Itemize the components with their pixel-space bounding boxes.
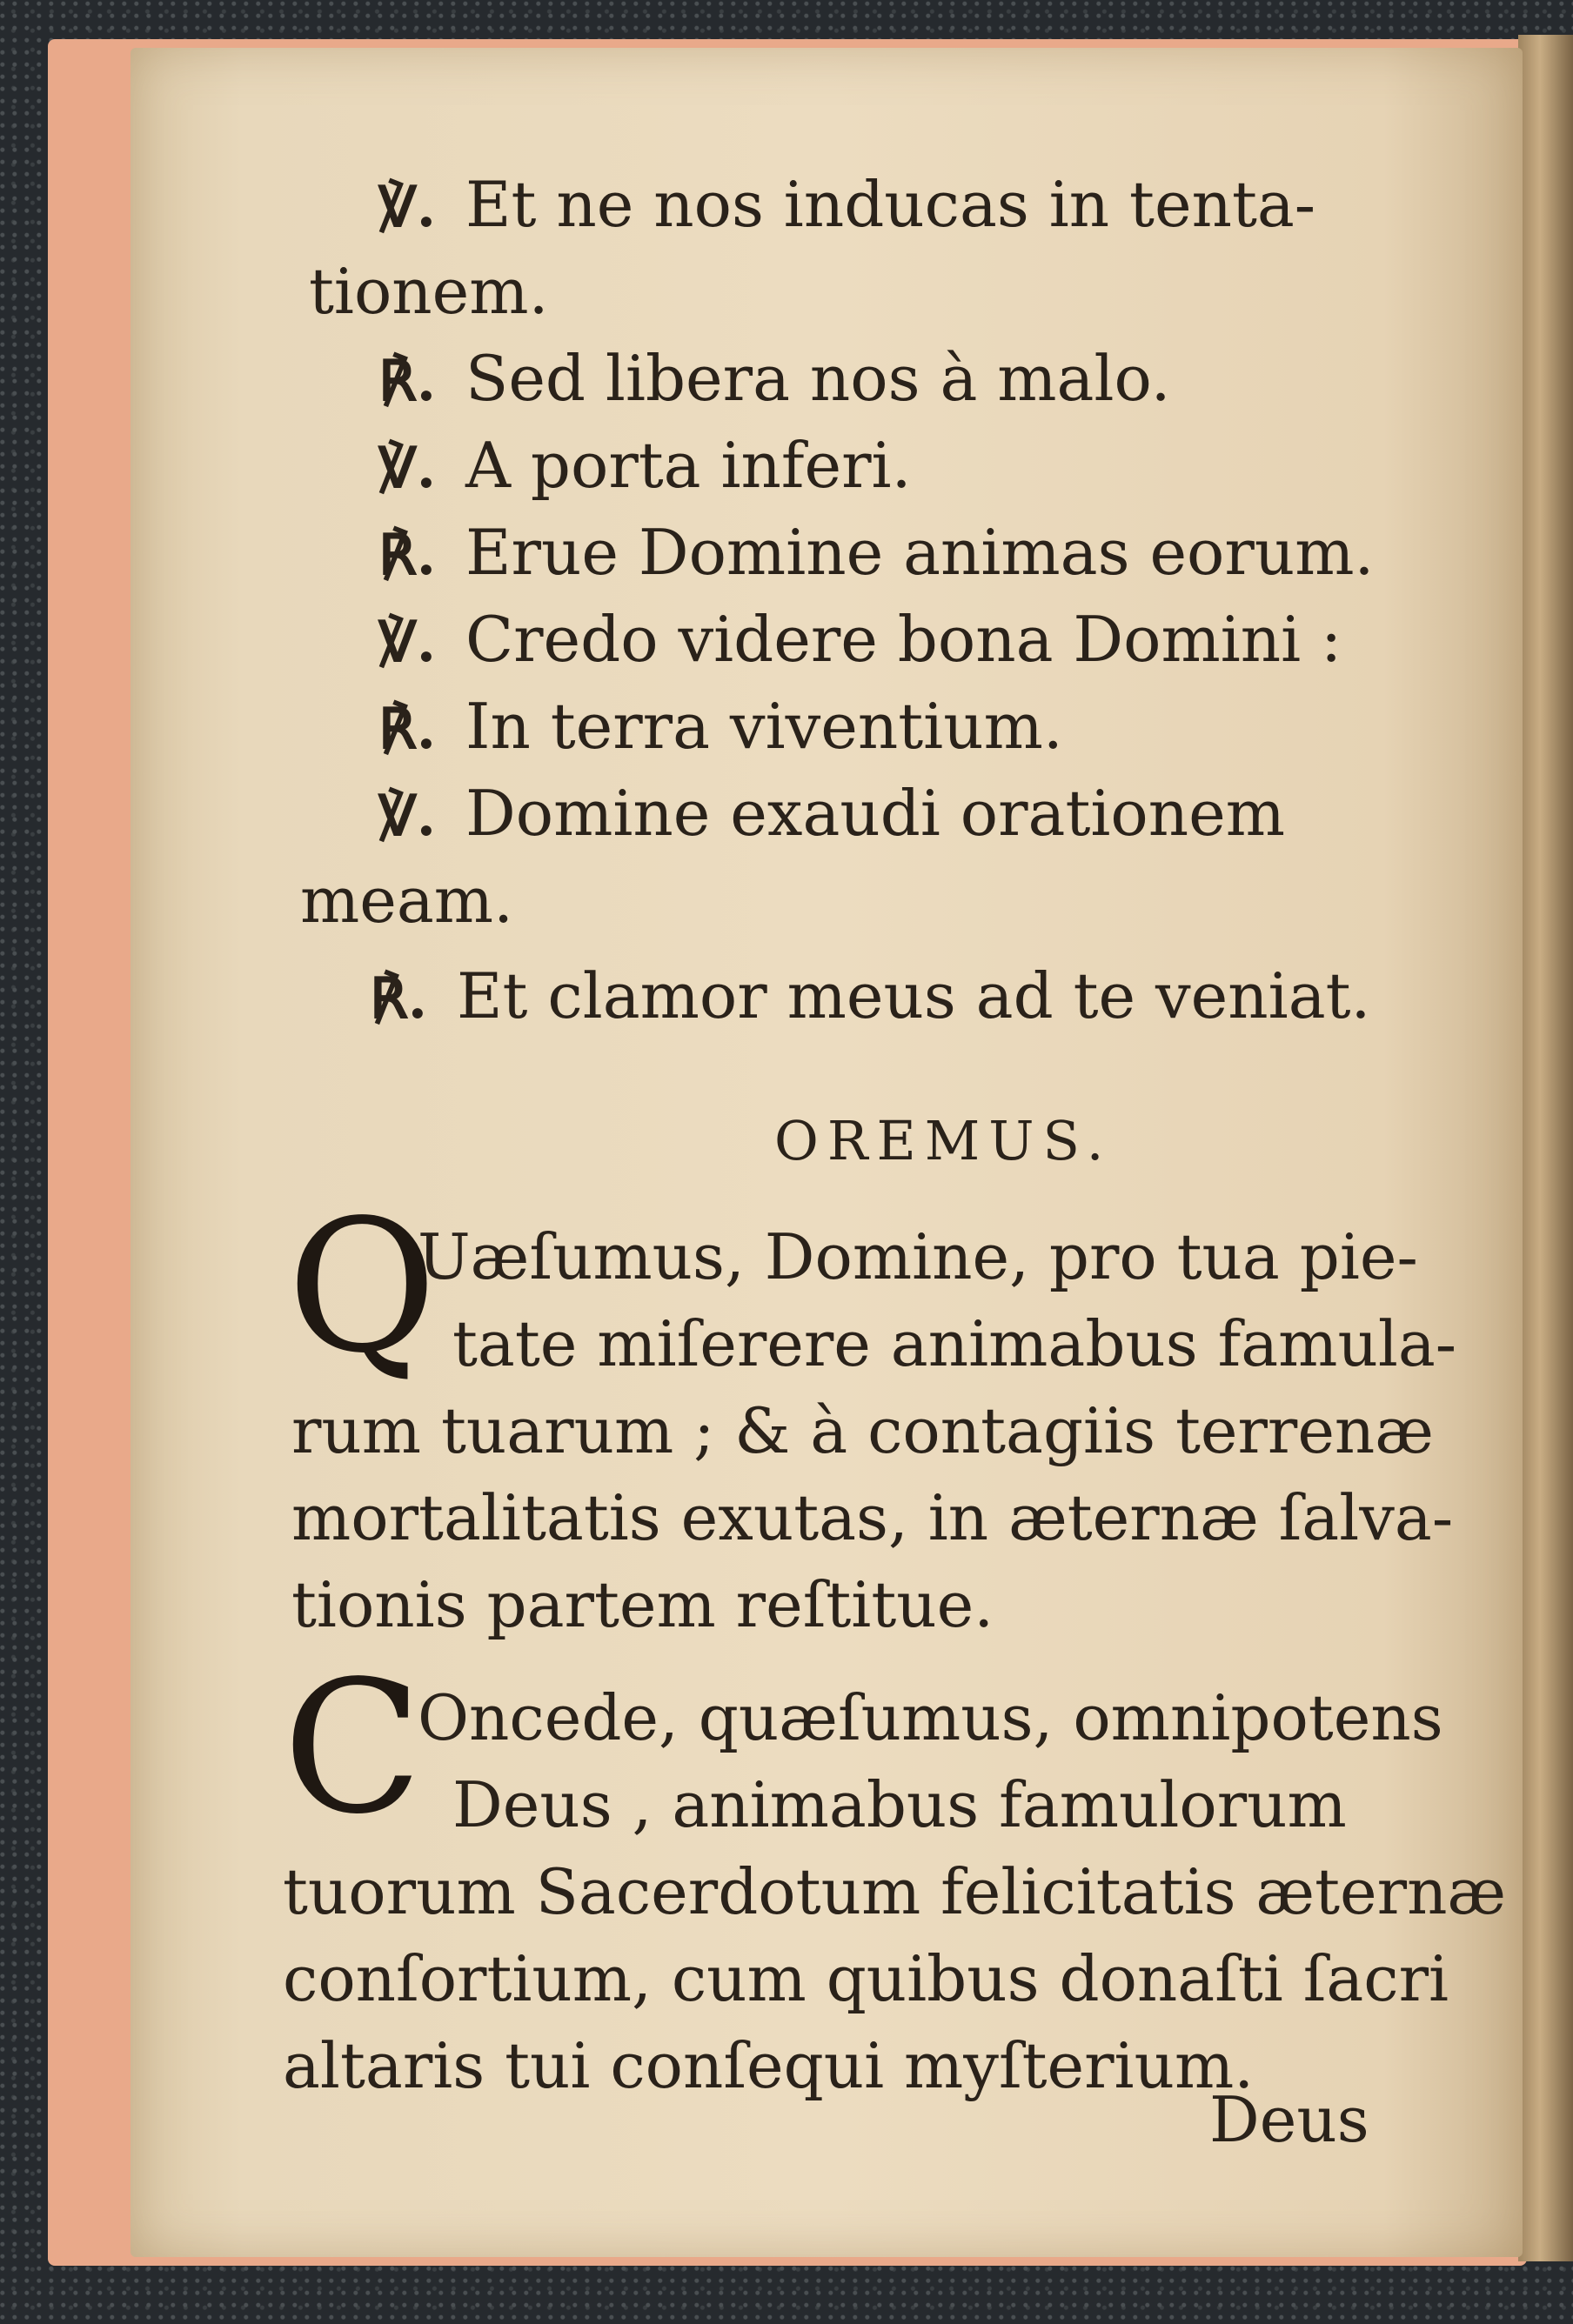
response-line — [378, 161, 1315, 251]
response-marker: ℟. — [378, 697, 437, 762]
response-line — [378, 422, 911, 512]
versicle-marker: ℣. — [378, 436, 437, 501]
prayer1-line: mortalitatis exutas, in æternæ ſalva- — [291, 1481, 1454, 1554]
response-text: Et ne nos inducas in tenta- — [465, 168, 1316, 241]
response-text: tionem. — [309, 255, 549, 328]
prayer2-line: conſortium, cum quibus donaſti ſacri — [283, 1942, 1449, 2015]
prayer1-line: tionis partem reſtitue. — [291, 1568, 994, 1641]
response-text: A porta inferi. — [465, 429, 912, 502]
response-marker: ℟. — [370, 966, 428, 1032]
response-text: meam. — [300, 864, 513, 937]
response-line — [378, 596, 1342, 686]
response-line — [378, 770, 1285, 860]
response-line — [378, 335, 1170, 425]
response-text: Sed libera nos à malo. — [465, 342, 1171, 415]
response-marker: ℟. — [378, 349, 437, 414]
prayer1-dropcap: Q — [287, 1180, 438, 1393]
catchword: Deus — [1209, 2083, 1369, 2156]
book-page — [131, 48, 1523, 2257]
response-text: Erue Domine animas eorum. — [465, 516, 1375, 589]
versicle-marker: ℣. — [378, 784, 437, 849]
response-text: Credo videre bona Domini : — [465, 603, 1342, 676]
response-line — [370, 952, 1370, 1043]
versicle-marker: ℣. — [378, 610, 437, 675]
facing-page-edge — [1518, 35, 1573, 2261]
prayer2-line: tuorum Sacerdotum felicitatis æternæ — [283, 1855, 1507, 1928]
prayer1-line: rum tuarum ; & à contagiis terrenæ — [291, 1394, 1434, 1467]
oremus-heading: OREMUS. — [774, 1109, 1113, 1172]
prayer1-line: Uæſumus, Domine, pro tua pie- — [418, 1220, 1418, 1293]
prayer1-line: tate miſerere animabus famula- — [452, 1307, 1457, 1380]
prayer2-line: altaris tui conſequi myſterium. — [283, 2029, 1255, 2102]
response-text: Et clamor meus ad te veniat. — [457, 959, 1371, 1032]
response-text: Domine exaudi orationem — [465, 777, 1286, 850]
response-text: In terra viventium. — [465, 690, 1063, 763]
response-line — [300, 857, 513, 944]
prayer2-line: Deus , animabus famulorum — [452, 1768, 1347, 1841]
response-marker: ℟. — [378, 523, 437, 588]
prayer2-line: Oncede, quæſumus, omnipotens — [418, 1681, 1443, 1754]
prayer2-dropcap: C — [283, 1641, 423, 1854]
response-line — [309, 248, 548, 335]
response-line — [378, 683, 1063, 773]
response-line — [378, 509, 1374, 599]
versicle-marker: ℣. — [378, 175, 437, 240]
